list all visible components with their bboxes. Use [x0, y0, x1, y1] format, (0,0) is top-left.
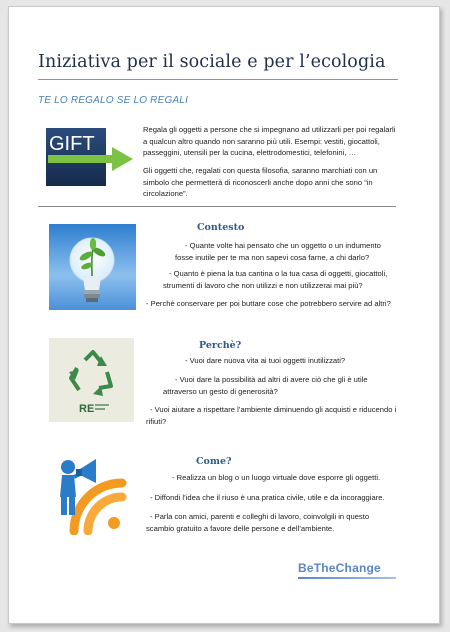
brand-logo: BeTheChange [298, 561, 381, 575]
gift-paragraph-1: Regala gli oggetti a persone che si impegnano ad utilizzarli per poi regalarli a qualcun altro quando non saranno più utili. Esempi: vestiti, giocattoli, passeggini, utensili per la cucina, elettrodomestici, telefonini, … [143, 125, 396, 157]
come-item-3: - Parla con amici, parenti e colleghi di lavoro, coinvolgili in questo scambio gratuito a favore delle persone e dell’ambiente. [146, 512, 370, 533]
contesto-item-2: - Quanto è piena la tua cantina o la tua casa di oggetti, giocattoli, strumenti di lavoro che non utilizzi e non utilizzerai mai più? [163, 269, 388, 290]
megaphone-person-icon [52, 453, 138, 535]
brand-underline [298, 577, 396, 579]
perche-heading: Perchè? [199, 340, 242, 351]
gift-logo-icon [46, 128, 134, 186]
perche-item-3: - Vuoi aiutare a rispettare l’ambiente diminuendo gli acquisti e riducendo i rifiuti? [146, 405, 397, 426]
come-item-2: - Diffondi l’idea che il riuso è una pratica civile, utile e da incoraggiare. [150, 493, 385, 502]
contesto-heading: Contesto [197, 222, 245, 233]
svg-text:RE: RE [79, 403, 95, 415]
come-item-1: - Realizza un blog o un luogo virtuale dove esporre gli oggetti. [172, 473, 381, 482]
rss-icon [74, 483, 122, 531]
come-heading: Come? [196, 456, 232, 467]
recycle-icon [49, 338, 134, 422]
perche-item-1: - Vuoi dare nuova vita ai tuoi oggetti inutilizzati? [185, 356, 346, 365]
gift-paragraph-2: Gli oggetti che, regalati con questa filosofia, saranno marchiati con un simbolo che permetterà di riconoscerli anche dopo anni che sono “in circolazione”. [143, 166, 378, 198]
contesto-item-1: - Quante volte hai pensato che un oggetto o un indumento fosse inutile per te ma non sapevi cosa farne, a chi darlo? [175, 241, 381, 262]
lightbulb-plant-icon [49, 224, 136, 310]
document-title: Iniziativa per il sociale e per l’ecologia [38, 52, 386, 72]
contesto-item-3: - Perchè conservare per poi buttare cose che potrebbero servire ad altri? [146, 299, 391, 308]
section-divider [38, 206, 396, 207]
perche-item-2: - Vuoi dare la possibilità ad altri di avere ciò che gli è utile attraverso un gesto di generosità? [163, 375, 368, 396]
title-underline [38, 79, 398, 80]
svg-text:GIFT: GIFT [49, 133, 95, 155]
document-subtitle: TE LO REGALO SE LO REGALI [38, 95, 189, 106]
